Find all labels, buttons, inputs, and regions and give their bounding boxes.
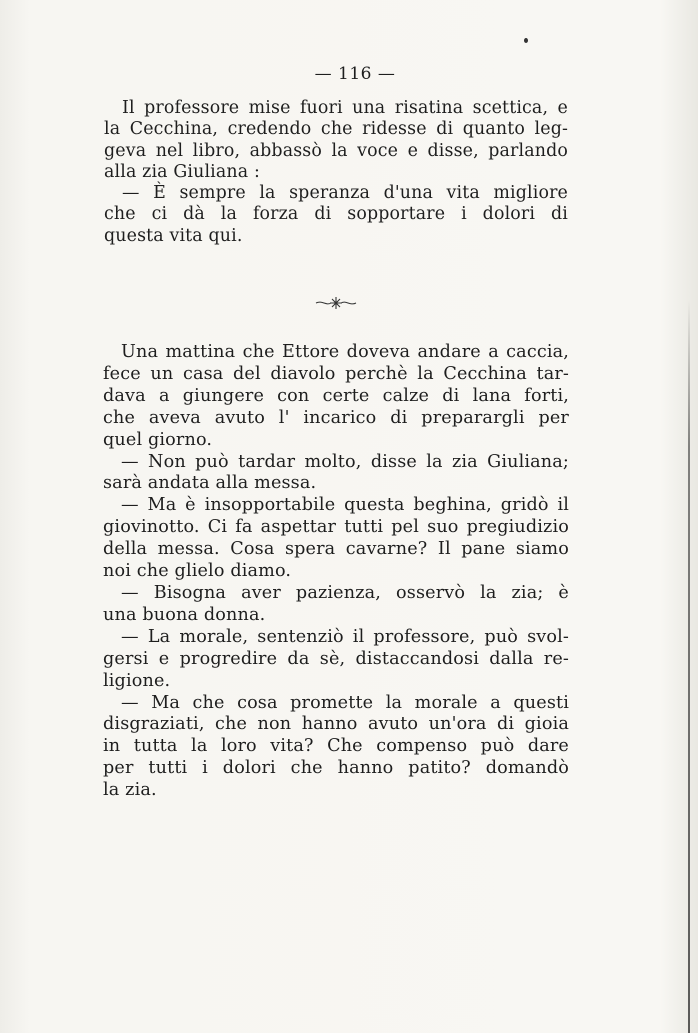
text-line: — Ma è insopportabile questa beghina, gridò il	[121, 495, 569, 516]
text-line: che ci dà la forza di sopportare i dolori di	[104, 204, 568, 225]
text-line: — Non può tardar molto, disse la zia Giuliana;	[121, 451, 569, 472]
text-line: sarà andata alla messa.	[103, 473, 317, 494]
text-line: Il professore mise fuori una risatina scettica, e	[122, 98, 568, 118]
ink-speck	[524, 38, 528, 43]
text-line: quel giorno.	[103, 429, 213, 450]
text-line: che aveva avuto l' incarico di preparargli per	[103, 407, 569, 428]
text-line: fece un casa del diavolo perchè la Cecchina tar-	[103, 363, 569, 384]
text-line: noi che glielo diamo.	[103, 561, 292, 582]
text-line: ligione.	[103, 670, 171, 691]
text-line: questa vita qui.	[104, 225, 243, 246]
text-line: della messa. Cosa spera cavarne? Il pane siamo	[103, 539, 569, 560]
text-line: per tutti i dolori che hanno patito? domandò	[103, 758, 569, 779]
text-line: — Bisogna aver pazienza, osservò la zia; è	[121, 582, 569, 603]
page-edge-shadow	[688, 300, 690, 1033]
paragraph-1	[104, 98, 568, 247]
fleuron-ornament-icon	[314, 294, 358, 312]
text-line: dava a giungere con certe calze di lana forti,	[103, 385, 569, 406]
text-line: disgraziati, che non hanno avuto un'ora di gioia	[103, 714, 569, 735]
text-line: una buona donna.	[103, 604, 266, 625]
text-line: — La morale, sentenziò il professore, può svol-	[121, 626, 569, 647]
page-number: — 116 —	[314, 64, 396, 84]
text-line: in tutta la loro vita? Che compenso può dare	[103, 736, 569, 757]
text-line: Una mattina che Ettore doveva andare a caccia,	[121, 342, 569, 362]
text-line: la zia.	[103, 780, 157, 801]
text-line: — È sempre la speranza d'una vita migliore	[122, 183, 568, 204]
text-line: geva nel libro, abbassò la voce e disse, parlando	[104, 140, 568, 161]
text-line: — Ma che cosa promette la morale a questi	[121, 692, 569, 713]
text-line: alla zia Giuliana :	[104, 161, 260, 182]
text-line: giovinotto. Ci fa aspettar tutti pel suo pregiudizio	[103, 517, 569, 538]
text-line: gersi e progredire da sè, distaccandosi dalla re-	[103, 648, 569, 669]
text-line: la Cecchina, credendo che ridesse di quanto leg-	[104, 119, 568, 140]
paragraph-2	[103, 342, 569, 802]
